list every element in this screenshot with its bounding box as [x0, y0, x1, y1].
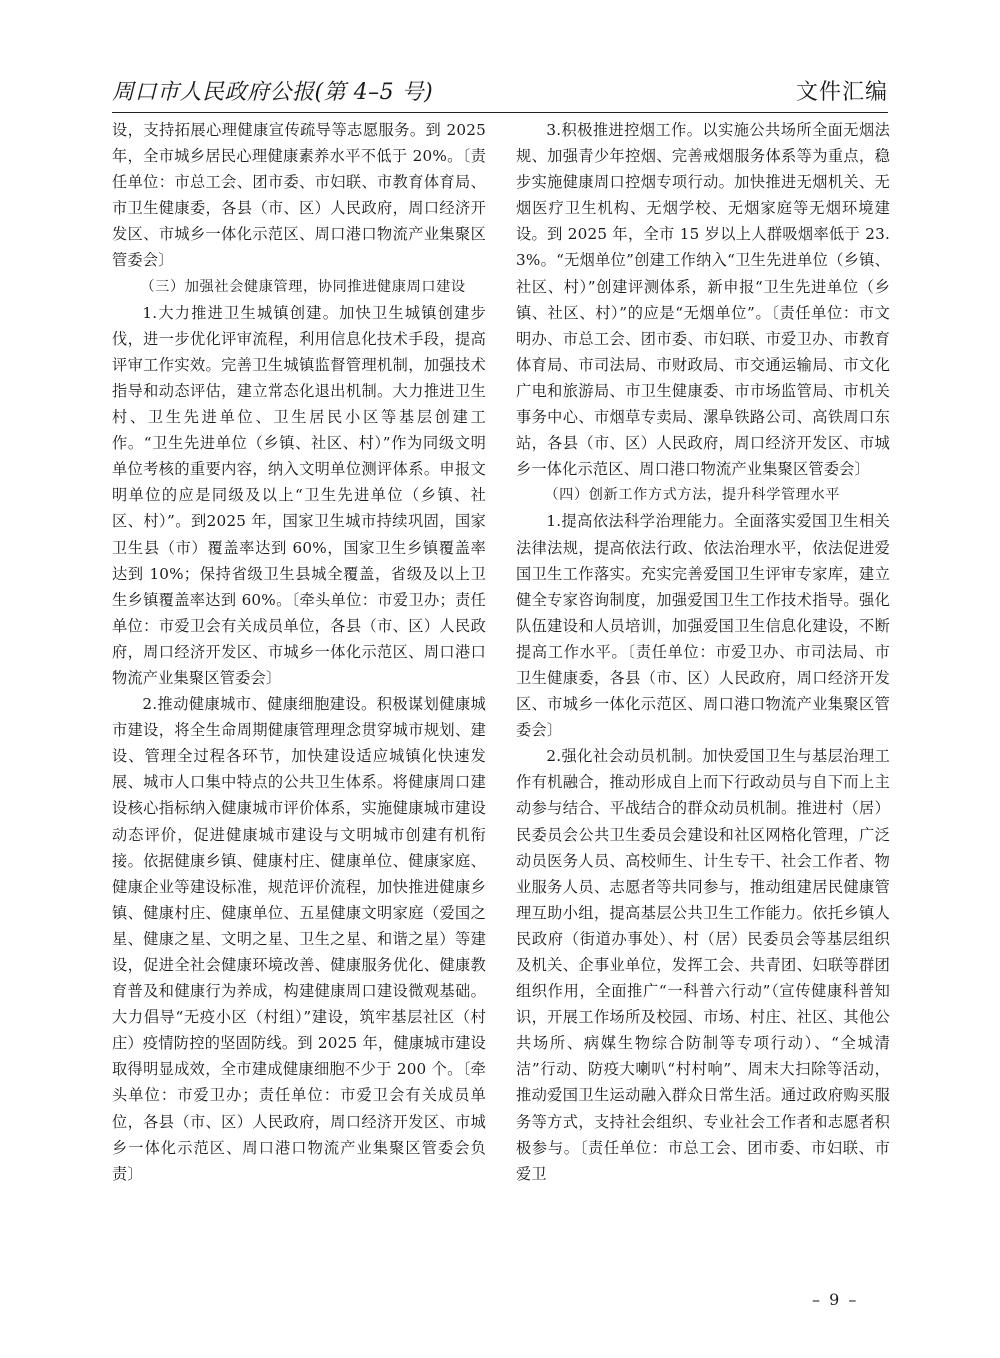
paragraph: 3.积极推进控烟工作。以实施公共场所全面无烟法规、加强青少年控烟、完善戒烟服务体系等为重点，稳步实施健康周口控烟专项行动。加快推进无烟机关、无烟医疗卫生机构、无烟学校、无烟家庭等无烟环境建设。到 2025 年，全市 15 岁以上人群吸烟率低于 23.3%。“无烟单位”创建工作纳入“卫生先进单位（乡镇、社区、村）”创建评测体系，新申报“卫生先进单位（乡镇、社区、村）”的应是“无烟单位”。〔责任单位：市文明办、市总工会、团市委、市妇联、市爱卫办、市教育体育局、市司法局、市财政局、市交通运输局、市文化广电和旅游局、市卫生健康委、市市场监管局、市机关事务中心、市烟草专卖局、漯阜铁路公司、高铁周口东站，各县（市、区）人民政府，周口经济开发区、市城乡一体化示范区、周口港口物流产业集聚区管委会〕 [516, 121, 890, 479]
subheading: （四）创新工作方式方法，提升科学管理水平 [544, 487, 841, 504]
paragraph: 2.推动健康城市、健康细胞建设。积极谋划健康城市建设，将全生命周期健康管理理念贯穿城市规划、建设、管理全过程各环节，加快建设适应城镇化快速发展、城市人口集中特点的公共卫生体系。将健康周口建设核心指标纳入健康城市评价体系，实施健康城市建设动态评价，促进健康城市建设与文明城市创建有机衔接。依据健康乡镇、健康村庄、健康单位、健康家庭、健康企业等建设标准，规范评价流程，加快推进健康乡镇、健康村庄、健康单位、五星健康文明家庭（爱国之星、健康之星、文明之星、卫生之星、和谐之星）等建设，促进全社会健康环境改善、健康服务优化、健康教育普及和健康行为养成，构建健康周口建设微观基础。大力倡导“无疫小区（村组）”建设，筑牢基层社区（村庄）疫情防控的坚固防线。到 2025 年，健康城市建设取得明显成效，全市建成健康细胞不少于 200 个。〔牵头单位：市爱卫办；责任单位：市爱卫会有关成员单位，各县（市、区）人民政府，周口经济开发区、市城乡一体化示范区、周口港口物流产业集聚区管委会负责〕 [112, 695, 486, 1183]
paragraph: 2.强化社会动员机制。加快爱国卫生与基层治理工作有机融合，推动形成自上而下行政动员与自下而上主动参与结合、平战结合的群众动员机制。推进村（居）民委员会公共卫生委员会建设和社区网格化管理，广泛动员医务人员、高校师生、计生专干、社会工作者、物业服务人员、志愿者等共同参与，推动组建居民健康管理互助小组，提高基层公共卫生工作能力。依托乡镇人民政府（街道办事处）、村（居）民委员会等基层组织及机关、企事业单位，发挥工会、共青团、妇联等群团组织作用，全面推广“一科普六行动”（宣传健康科普知识，开展工作场所及校园、市场、村庄、社区、其他公共场所、病媒生物综合防制等专项行动）、“全城清洁”行动、防疫大喇叭“村村响”、周末大扫除等活动，推动爱国卫生运动融入群众日常生活。通过政府购买服务等方式，支持社会组织、专业社会工作者和志愿者积极参与。〔责任单位：市总工会、团市委、市妇联、市爱卫 [516, 747, 890, 1183]
section-title: 文件汇编 [795, 80, 888, 105]
subheading: （三）加强社会健康管理，协同推进健康周口建设 [140, 278, 466, 295]
left-column [112, 117, 486, 1187]
publication-title: 周口市人民政府公报(第 4–5 号) [112, 80, 434, 105]
page-number: – 9 – [812, 1290, 859, 1309]
paragraph: 1.大力推进卫生城镇创建。加快卫生城镇创建步伐，进一步优化评审流程，利用信息化技术手段，提高评审工作实效。完善卫生城镇监督管理机制，加强技术指导和动态评估，建立常态化退出机制。大力推进卫生村、卫生先进单位、卫生居民小区等基层创建工作。“卫生先进单位（乡镇、社区、村）”作为同级文明单位考核的重要内容，纳入文明单位测评体系。申报文明单位的应是同级及以上“卫生先进单位（乡镇、社区、村）”。到2025 年，国家卫生城市持续巩固，国家卫生县（市）覆盖率达到 60%，国家卫生乡镇覆盖率达到 10%；保持省级卫生县城全覆盖，省级及以上卫生乡镇覆盖率达到 60%。〔牵头单位：市爱卫办；责任单位：市爱卫会有关成员单位，各县（市、区）人民政府，周口经济开发区、市城乡一体化示范区、周口港口物流产业集聚区管委会〕 [112, 303, 486, 687]
page-header [112, 72, 888, 113]
paragraph: 1.提高依法科学治理能力。全面落实爱国卫生相关法律法规，提高依法行政、依法治理水平，依法促进爱国卫生工作落实。充实完善爱国卫生评审专家库，建立健全专家咨询制度，加强爱国卫生工作技术指导。强化队伍建设和人员培训，加强爱国卫生信息化建设，不断提高工作水平。〔责任单位：市爱卫办、市司法局、市卫生健康委，各县（市、区）人民政府，周口经济开发区、市城乡一体化示范区、周口港口物流产业集聚区管委会〕 [516, 512, 890, 740]
paragraph: 设，支持拓展心理健康宣传疏导等志愿服务。到 2025 年，全市城乡居民心理健康素养水平不低于 20%。〔责任单位：市总工会、团市委、市妇联、市教育体育局、市卫生健康委，各县（市、区）人民政府，周口经济开发区、市城乡一体化示范区、周口港口物流产业集聚区管委会〕 [112, 121, 486, 270]
right-column [516, 117, 890, 1187]
